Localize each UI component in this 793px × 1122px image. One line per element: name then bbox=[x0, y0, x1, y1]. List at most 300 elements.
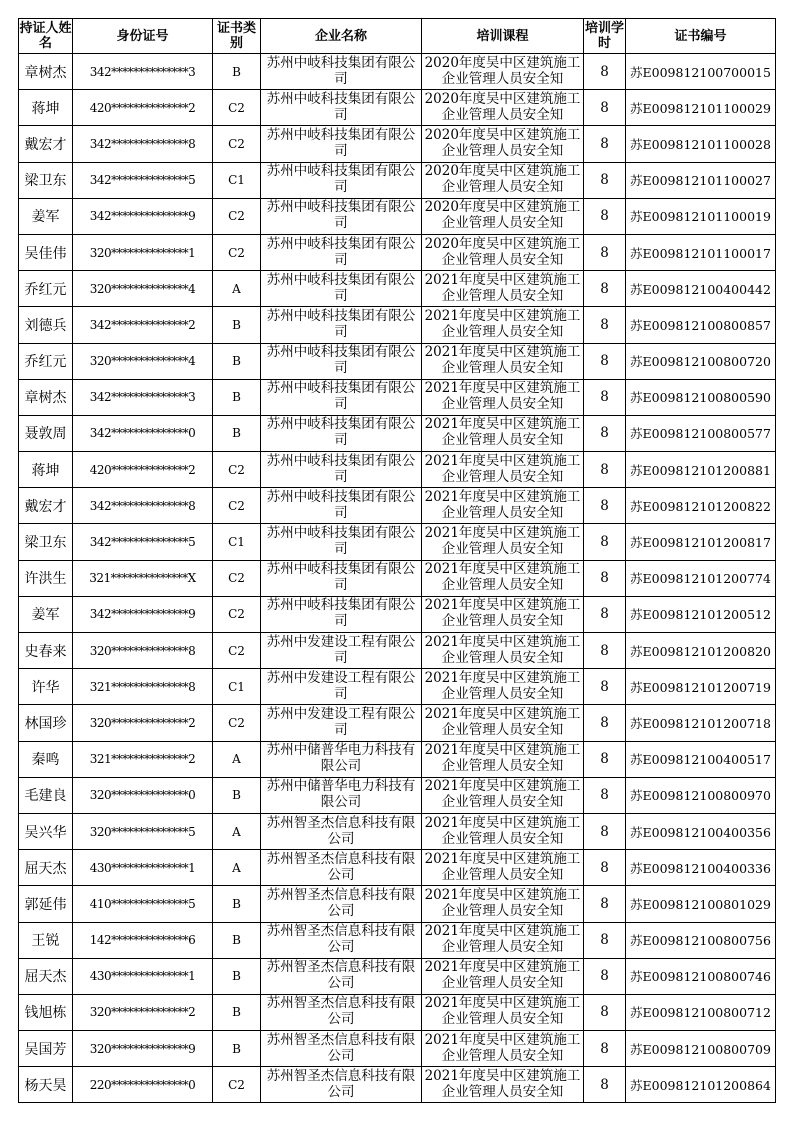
cell-company bbox=[261, 307, 422, 343]
cell-course-text: 2021年度吴中区建筑施工企业管理人员安全知 bbox=[424, 850, 581, 883]
cell-name: 许华 bbox=[19, 669, 73, 705]
cell-company bbox=[261, 669, 422, 705]
header-hours: 培训学时 bbox=[584, 19, 626, 54]
cell-cert-no: 苏E009812101100028 bbox=[626, 126, 776, 162]
cell-cert-no: 苏E009812100400356 bbox=[626, 813, 776, 849]
cell-cert-type: B bbox=[213, 886, 261, 922]
cell-company-text: 苏州中岐科技集团有限公司 bbox=[266, 561, 416, 594]
cell-hours: 8 bbox=[584, 777, 626, 813]
cell-id-number: 342**************5 bbox=[73, 524, 213, 560]
cell-course bbox=[422, 633, 584, 669]
cell-cert-no: 苏E009812101200817 bbox=[626, 524, 776, 560]
table-row bbox=[19, 669, 776, 705]
table-row bbox=[19, 886, 776, 922]
cell-hours: 8 bbox=[584, 307, 626, 343]
cell-course bbox=[422, 271, 584, 307]
cell-hours: 8 bbox=[584, 198, 626, 234]
cell-cert-type: C2 bbox=[213, 452, 261, 488]
cell-course-text: 2020年度吴中区建筑施工企业管理人员安全知 bbox=[424, 90, 581, 123]
cell-cert-type: C1 bbox=[213, 669, 261, 705]
cell-cert-no: 苏E009812100800712 bbox=[626, 994, 776, 1030]
cell-name: 梁卫东 bbox=[19, 162, 73, 198]
cell-cert-type: B bbox=[213, 958, 261, 994]
cell-cert-type: C2 bbox=[213, 90, 261, 126]
cell-name: 蒋坤 bbox=[19, 452, 73, 488]
cell-cert-type: B bbox=[213, 343, 261, 379]
cell-company bbox=[261, 1067, 422, 1103]
cell-name: 蒋坤 bbox=[19, 90, 73, 126]
table-row bbox=[19, 307, 776, 343]
cell-course bbox=[422, 379, 584, 415]
cell-course bbox=[422, 958, 584, 994]
table-row bbox=[19, 777, 776, 813]
cell-name: 乔红元 bbox=[19, 271, 73, 307]
cell-company-text: 苏州智圣杰信息科技有限公司 bbox=[266, 814, 416, 847]
table-row bbox=[19, 813, 776, 849]
cell-cert-type: A bbox=[213, 271, 261, 307]
cell-cert-type: C1 bbox=[213, 524, 261, 560]
cell-id-number: 321**************2 bbox=[73, 741, 213, 777]
cell-cert-type: C2 bbox=[213, 596, 261, 632]
cell-hours: 8 bbox=[584, 343, 626, 379]
cell-cert-no: 苏E009812100800746 bbox=[626, 958, 776, 994]
cell-name: 屈天杰 bbox=[19, 958, 73, 994]
certificate-table bbox=[18, 18, 776, 1103]
cell-cert-no: 苏E009812101100019 bbox=[626, 198, 776, 234]
cell-course-text: 2021年度吴中区建筑施工企业管理人员安全知 bbox=[424, 778, 581, 811]
cell-course-text: 2021年度吴中区建筑施工企业管理人员安全知 bbox=[424, 597, 581, 630]
cell-hours: 8 bbox=[584, 850, 626, 886]
cell-company-text: 苏州中储普华电力科技有限公司 bbox=[266, 742, 416, 775]
cell-company bbox=[261, 633, 422, 669]
cell-name: 郭延伟 bbox=[19, 886, 73, 922]
cell-company-text: 苏州中发建设工程有限公司 bbox=[266, 633, 416, 666]
cell-course-text: 2021年度吴中区建筑施工企业管理人员安全知 bbox=[424, 814, 581, 847]
cell-id-number: 142**************6 bbox=[73, 922, 213, 958]
cell-id-number: 320**************8 bbox=[73, 633, 213, 669]
table-row bbox=[19, 633, 776, 669]
cell-cert-type: B bbox=[213, 307, 261, 343]
cell-course-text: 2021年度吴中区建筑施工企业管理人员安全知 bbox=[424, 742, 581, 775]
table-row bbox=[19, 126, 776, 162]
cell-name: 姜军 bbox=[19, 198, 73, 234]
cell-cert-no: 苏E009812101200512 bbox=[626, 596, 776, 632]
table-row bbox=[19, 415, 776, 451]
cell-hours: 8 bbox=[584, 886, 626, 922]
cell-course bbox=[422, 777, 584, 813]
table-row bbox=[19, 958, 776, 994]
cell-cert-type: C2 bbox=[213, 198, 261, 234]
cell-company-text: 苏州中岐科技集团有限公司 bbox=[266, 235, 416, 268]
cell-company bbox=[261, 90, 422, 126]
cell-company-text: 苏州智圣杰信息科技有限公司 bbox=[266, 1031, 416, 1064]
cell-id-number: 321**************X bbox=[73, 560, 213, 596]
cell-cert-no: 苏E009812101100029 bbox=[626, 90, 776, 126]
cell-cert-type: C1 bbox=[213, 162, 261, 198]
cell-company bbox=[261, 162, 422, 198]
cell-course-text: 2021年度吴中区建筑施工企业管理人员安全知 bbox=[424, 416, 581, 449]
cell-id-number: 342**************5 bbox=[73, 162, 213, 198]
cell-id-number: 430**************1 bbox=[73, 958, 213, 994]
cell-company-text: 苏州中岐科技集团有限公司 bbox=[266, 416, 416, 449]
cell-id-number: 342**************9 bbox=[73, 198, 213, 234]
cell-company bbox=[261, 922, 422, 958]
table-row bbox=[19, 54, 776, 90]
cell-company-text: 苏州中岐科技集团有限公司 bbox=[266, 90, 416, 123]
cell-hours: 8 bbox=[584, 234, 626, 270]
cell-course-text: 2021年度吴中区建筑施工企业管理人员安全知 bbox=[424, 525, 581, 558]
cell-cert-type: C2 bbox=[213, 560, 261, 596]
cell-cert-no: 苏E009812101200719 bbox=[626, 669, 776, 705]
cell-course-text: 2021年度吴中区建筑施工企业管理人员安全知 bbox=[424, 1031, 581, 1064]
cell-course bbox=[422, 886, 584, 922]
cell-course-text: 2021年度吴中区建筑施工企业管理人员安全知 bbox=[424, 307, 581, 340]
cell-company-text: 苏州中岐科技集团有限公司 bbox=[266, 307, 416, 340]
cell-company bbox=[261, 741, 422, 777]
cell-name: 王锐 bbox=[19, 922, 73, 958]
cell-course bbox=[422, 162, 584, 198]
cell-cert-type: B bbox=[213, 777, 261, 813]
cell-cert-type: A bbox=[213, 741, 261, 777]
cell-hours: 8 bbox=[584, 633, 626, 669]
cell-id-number: 220**************0 bbox=[73, 1067, 213, 1103]
cell-cert-no: 苏E009812100400336 bbox=[626, 850, 776, 886]
cell-cert-type: B bbox=[213, 994, 261, 1030]
cell-name: 吴佳伟 bbox=[19, 234, 73, 270]
cell-company bbox=[261, 488, 422, 524]
cell-name: 乔红元 bbox=[19, 343, 73, 379]
cell-company-text: 苏州中岐科技集团有限公司 bbox=[266, 271, 416, 304]
cell-name: 许洪生 bbox=[19, 560, 73, 596]
cell-course bbox=[422, 705, 584, 741]
cell-course-text: 2021年度吴中区建筑施工企业管理人员安全知 bbox=[424, 271, 581, 304]
cell-course-text: 2021年度吴中区建筑施工企业管理人员安全知 bbox=[424, 561, 581, 594]
table-row bbox=[19, 90, 776, 126]
cell-cert-type: B bbox=[213, 415, 261, 451]
cell-id-number: 320**************2 bbox=[73, 994, 213, 1030]
cell-hours: 8 bbox=[584, 741, 626, 777]
cell-hours: 8 bbox=[584, 705, 626, 741]
cell-cert-no: 苏E009812100800720 bbox=[626, 343, 776, 379]
table-row bbox=[19, 1067, 776, 1103]
cell-cert-no: 苏E009812101200820 bbox=[626, 633, 776, 669]
cell-cert-type: C2 bbox=[213, 705, 261, 741]
cell-hours: 8 bbox=[584, 452, 626, 488]
cell-id-number: 420**************2 bbox=[73, 90, 213, 126]
cell-id-number: 342**************8 bbox=[73, 488, 213, 524]
cell-hours: 8 bbox=[584, 379, 626, 415]
cell-cert-no: 苏E009812101200822 bbox=[626, 488, 776, 524]
cell-id-number: 410**************5 bbox=[73, 886, 213, 922]
cell-cert-no: 苏E009812100400442 bbox=[626, 271, 776, 307]
cell-hours: 8 bbox=[584, 126, 626, 162]
cell-company bbox=[261, 343, 422, 379]
cell-hours: 8 bbox=[584, 162, 626, 198]
cell-company-text: 苏州中岐科技集团有限公司 bbox=[266, 344, 416, 377]
cell-hours: 8 bbox=[584, 958, 626, 994]
cell-cert-no: 苏E009812100800857 bbox=[626, 307, 776, 343]
cell-course bbox=[422, 452, 584, 488]
cell-id-number: 342**************8 bbox=[73, 126, 213, 162]
cell-hours: 8 bbox=[584, 560, 626, 596]
table-row bbox=[19, 271, 776, 307]
header-course: 培训课程 bbox=[422, 19, 584, 54]
cell-company bbox=[261, 596, 422, 632]
cell-cert-type: A bbox=[213, 813, 261, 849]
cell-course-text: 2021年度吴中区建筑施工企业管理人员安全知 bbox=[424, 633, 581, 666]
cell-hours: 8 bbox=[584, 271, 626, 307]
cell-name: 吴兴华 bbox=[19, 813, 73, 849]
cell-hours: 8 bbox=[584, 54, 626, 90]
cell-course bbox=[422, 1067, 584, 1103]
cell-company bbox=[261, 234, 422, 270]
cell-company-text: 苏州中岐科技集团有限公司 bbox=[266, 452, 416, 485]
table-row bbox=[19, 560, 776, 596]
table-row bbox=[19, 596, 776, 632]
cell-course-text: 2021年度吴中区建筑施工企业管理人员安全知 bbox=[424, 380, 581, 413]
cell-name: 刘德兵 bbox=[19, 307, 73, 343]
cell-company bbox=[261, 271, 422, 307]
cell-course bbox=[422, 307, 584, 343]
cell-course bbox=[422, 415, 584, 451]
cell-name: 章树杰 bbox=[19, 379, 73, 415]
header-id-number: 身份证号 bbox=[73, 19, 213, 54]
cell-company bbox=[261, 813, 422, 849]
cell-course bbox=[422, 234, 584, 270]
cell-course bbox=[422, 54, 584, 90]
cell-course-text: 2021年度吴中区建筑施工企业管理人员安全知 bbox=[424, 1067, 581, 1100]
cell-course-text: 2020年度吴中区建筑施工企业管理人员安全知 bbox=[424, 199, 581, 232]
cell-cert-no: 苏E009812101200881 bbox=[626, 452, 776, 488]
cell-id-number: 320**************2 bbox=[73, 705, 213, 741]
cell-course bbox=[422, 596, 584, 632]
cell-course bbox=[422, 994, 584, 1030]
cell-company-text: 苏州中岐科技集团有限公司 bbox=[266, 126, 416, 159]
cell-id-number: 320**************1 bbox=[73, 234, 213, 270]
cell-company bbox=[261, 777, 422, 813]
cell-company bbox=[261, 198, 422, 234]
cell-hours: 8 bbox=[584, 669, 626, 705]
cell-company bbox=[261, 452, 422, 488]
table-row bbox=[19, 994, 776, 1030]
header-name: 持证人姓名 bbox=[19, 19, 73, 54]
cell-name: 戴宏才 bbox=[19, 488, 73, 524]
cell-cert-no: 苏E009812100400517 bbox=[626, 741, 776, 777]
cell-company-text: 苏州智圣杰信息科技有限公司 bbox=[266, 995, 416, 1028]
table-row bbox=[19, 234, 776, 270]
cell-course bbox=[422, 922, 584, 958]
cell-company-text: 苏州智圣杰信息科技有限公司 bbox=[266, 1067, 416, 1100]
cell-course bbox=[422, 850, 584, 886]
header-row bbox=[19, 19, 776, 54]
cell-company bbox=[261, 1031, 422, 1067]
cell-name: 姜军 bbox=[19, 596, 73, 632]
cell-name: 屈天杰 bbox=[19, 850, 73, 886]
cell-id-number: 342**************3 bbox=[73, 379, 213, 415]
cell-course-text: 2020年度吴中区建筑施工企业管理人员安全知 bbox=[424, 54, 581, 87]
cell-company bbox=[261, 994, 422, 1030]
cell-id-number: 430**************1 bbox=[73, 850, 213, 886]
cell-cert-no: 苏E009812100800756 bbox=[626, 922, 776, 958]
table-row bbox=[19, 198, 776, 234]
cell-name: 杨天昊 bbox=[19, 1067, 73, 1103]
table-row bbox=[19, 524, 776, 560]
cell-company-text: 苏州中岐科技集团有限公司 bbox=[266, 163, 416, 196]
header-cert-type: 证书类别 bbox=[213, 19, 261, 54]
cell-course bbox=[422, 524, 584, 560]
cell-course bbox=[422, 741, 584, 777]
cell-hours: 8 bbox=[584, 415, 626, 451]
cell-course-text: 2021年度吴中区建筑施工企业管理人员安全知 bbox=[424, 705, 581, 738]
cell-id-number: 342**************0 bbox=[73, 415, 213, 451]
table-row bbox=[19, 705, 776, 741]
cell-company-text: 苏州智圣杰信息科技有限公司 bbox=[266, 959, 416, 992]
cell-course-text: 2021年度吴中区建筑施工企业管理人员安全知 bbox=[424, 452, 581, 485]
cell-company-text: 苏州中岐科技集团有限公司 bbox=[266, 488, 416, 521]
cell-cert-type: B bbox=[213, 54, 261, 90]
cell-name: 章树杰 bbox=[19, 54, 73, 90]
cell-name: 梁卫东 bbox=[19, 524, 73, 560]
cell-cert-no: 苏E009812100700015 bbox=[626, 54, 776, 90]
cell-course-text: 2020年度吴中区建筑施工企业管理人员安全知 bbox=[424, 126, 581, 159]
cell-company-text: 苏州中岐科技集团有限公司 bbox=[266, 380, 416, 413]
cell-name: 戴宏才 bbox=[19, 126, 73, 162]
cell-cert-no: 苏E009812101200864 bbox=[626, 1067, 776, 1103]
cell-id-number: 420**************2 bbox=[73, 452, 213, 488]
cell-company bbox=[261, 560, 422, 596]
cell-hours: 8 bbox=[584, 1067, 626, 1103]
header-company: 企业名称 bbox=[261, 19, 422, 54]
cell-company-text: 苏州中岐科技集团有限公司 bbox=[266, 597, 416, 630]
cell-company-text: 苏州中发建设工程有限公司 bbox=[266, 669, 416, 702]
cell-id-number: 320**************0 bbox=[73, 777, 213, 813]
cell-cert-type: C2 bbox=[213, 126, 261, 162]
cell-id-number: 320**************4 bbox=[73, 271, 213, 307]
table-row bbox=[19, 1031, 776, 1067]
cell-cert-type: C2 bbox=[213, 234, 261, 270]
table-row bbox=[19, 343, 776, 379]
cell-course-text: 2020年度吴中区建筑施工企业管理人员安全知 bbox=[424, 235, 581, 268]
cell-course-text: 2021年度吴中区建筑施工企业管理人员安全知 bbox=[424, 959, 581, 992]
cell-id-number: 342**************2 bbox=[73, 307, 213, 343]
cell-course bbox=[422, 126, 584, 162]
cell-company-text: 苏州中岐科技集团有限公司 bbox=[266, 525, 416, 558]
cell-cert-type: C2 bbox=[213, 633, 261, 669]
cell-course-text: 2021年度吴中区建筑施工企业管理人员安全知 bbox=[424, 669, 581, 702]
cell-course-text: 2021年度吴中区建筑施工企业管理人员安全知 bbox=[424, 923, 581, 956]
cell-name: 钱旭栋 bbox=[19, 994, 73, 1030]
cell-hours: 8 bbox=[584, 90, 626, 126]
cell-hours: 8 bbox=[584, 1031, 626, 1067]
cell-name: 聂敦周 bbox=[19, 415, 73, 451]
cell-company bbox=[261, 705, 422, 741]
cell-course bbox=[422, 488, 584, 524]
cell-cert-no: 苏E009812100800709 bbox=[626, 1031, 776, 1067]
cell-cert-no: 苏E009812100800590 bbox=[626, 379, 776, 415]
cell-company bbox=[261, 415, 422, 451]
cell-cert-type: B bbox=[213, 1031, 261, 1067]
cell-name: 秦鸣 bbox=[19, 741, 73, 777]
cell-cert-type: A bbox=[213, 850, 261, 886]
cell-cert-no: 苏E009812101100017 bbox=[626, 234, 776, 270]
cell-name: 毛建良 bbox=[19, 777, 73, 813]
cell-cert-no: 苏E009812101200718 bbox=[626, 705, 776, 741]
cell-company-text: 苏州中岐科技集团有限公司 bbox=[266, 199, 416, 232]
cell-course bbox=[422, 343, 584, 379]
cell-cert-type: C2 bbox=[213, 1067, 261, 1103]
cell-hours: 8 bbox=[584, 813, 626, 849]
cell-name: 史春来 bbox=[19, 633, 73, 669]
cell-company-text: 苏州中发建设工程有限公司 bbox=[266, 705, 416, 738]
cell-course bbox=[422, 669, 584, 705]
table-row bbox=[19, 922, 776, 958]
cell-hours: 8 bbox=[584, 524, 626, 560]
cell-company-text: 苏州智圣杰信息科技有限公司 bbox=[266, 886, 416, 919]
table-body bbox=[19, 54, 776, 1103]
cell-course-text: 2021年度吴中区建筑施工企业管理人员安全知 bbox=[424, 995, 581, 1028]
cell-company bbox=[261, 886, 422, 922]
cell-course-text: 2020年度吴中区建筑施工企业管理人员安全知 bbox=[424, 163, 581, 196]
cell-id-number: 342**************3 bbox=[73, 54, 213, 90]
cell-id-number: 321**************8 bbox=[73, 669, 213, 705]
cell-company bbox=[261, 958, 422, 994]
cell-course-text: 2021年度吴中区建筑施工企业管理人员安全知 bbox=[424, 886, 581, 919]
cell-course bbox=[422, 813, 584, 849]
cell-course bbox=[422, 90, 584, 126]
cell-cert-no: 苏E009812101200774 bbox=[626, 560, 776, 596]
cell-cert-type: C2 bbox=[213, 488, 261, 524]
cell-cert-no: 苏E009812101100027 bbox=[626, 162, 776, 198]
cell-company bbox=[261, 126, 422, 162]
cell-hours: 8 bbox=[584, 596, 626, 632]
cell-company bbox=[261, 850, 422, 886]
table-row bbox=[19, 162, 776, 198]
cell-name: 林国珍 bbox=[19, 705, 73, 741]
cell-company-text: 苏州智圣杰信息科技有限公司 bbox=[266, 923, 416, 956]
cell-cert-no: 苏E009812100800577 bbox=[626, 415, 776, 451]
cell-id-number: 320**************5 bbox=[73, 813, 213, 849]
cell-id-number: 342**************9 bbox=[73, 596, 213, 632]
cell-hours: 8 bbox=[584, 488, 626, 524]
table-row bbox=[19, 452, 776, 488]
table-row bbox=[19, 379, 776, 415]
cell-course-text: 2021年度吴中区建筑施工企业管理人员安全知 bbox=[424, 344, 581, 377]
cell-company bbox=[261, 524, 422, 560]
table-row bbox=[19, 741, 776, 777]
cell-course bbox=[422, 560, 584, 596]
cell-course bbox=[422, 1031, 584, 1067]
cell-name: 吴国芳 bbox=[19, 1031, 73, 1067]
cell-course-text: 2021年度吴中区建筑施工企业管理人员安全知 bbox=[424, 488, 581, 521]
cell-company-text: 苏州智圣杰信息科技有限公司 bbox=[266, 850, 416, 883]
cell-id-number: 320**************4 bbox=[73, 343, 213, 379]
cell-cert-type: B bbox=[213, 379, 261, 415]
cell-cert-no: 苏E009812100801029 bbox=[626, 886, 776, 922]
cell-course bbox=[422, 198, 584, 234]
cell-id-number: 320**************9 bbox=[73, 1031, 213, 1067]
table-header bbox=[19, 19, 776, 54]
cell-hours: 8 bbox=[584, 922, 626, 958]
cell-company bbox=[261, 379, 422, 415]
cell-hours: 8 bbox=[584, 994, 626, 1030]
table-row bbox=[19, 488, 776, 524]
cell-cert-no: 苏E009812100800970 bbox=[626, 777, 776, 813]
cell-company-text: 苏州中岐科技集团有限公司 bbox=[266, 54, 416, 87]
table-row bbox=[19, 850, 776, 886]
cell-company bbox=[261, 54, 422, 90]
header-cert-no: 证书编号 bbox=[626, 19, 776, 54]
cell-company-text: 苏州中储普华电力科技有限公司 bbox=[266, 778, 416, 811]
